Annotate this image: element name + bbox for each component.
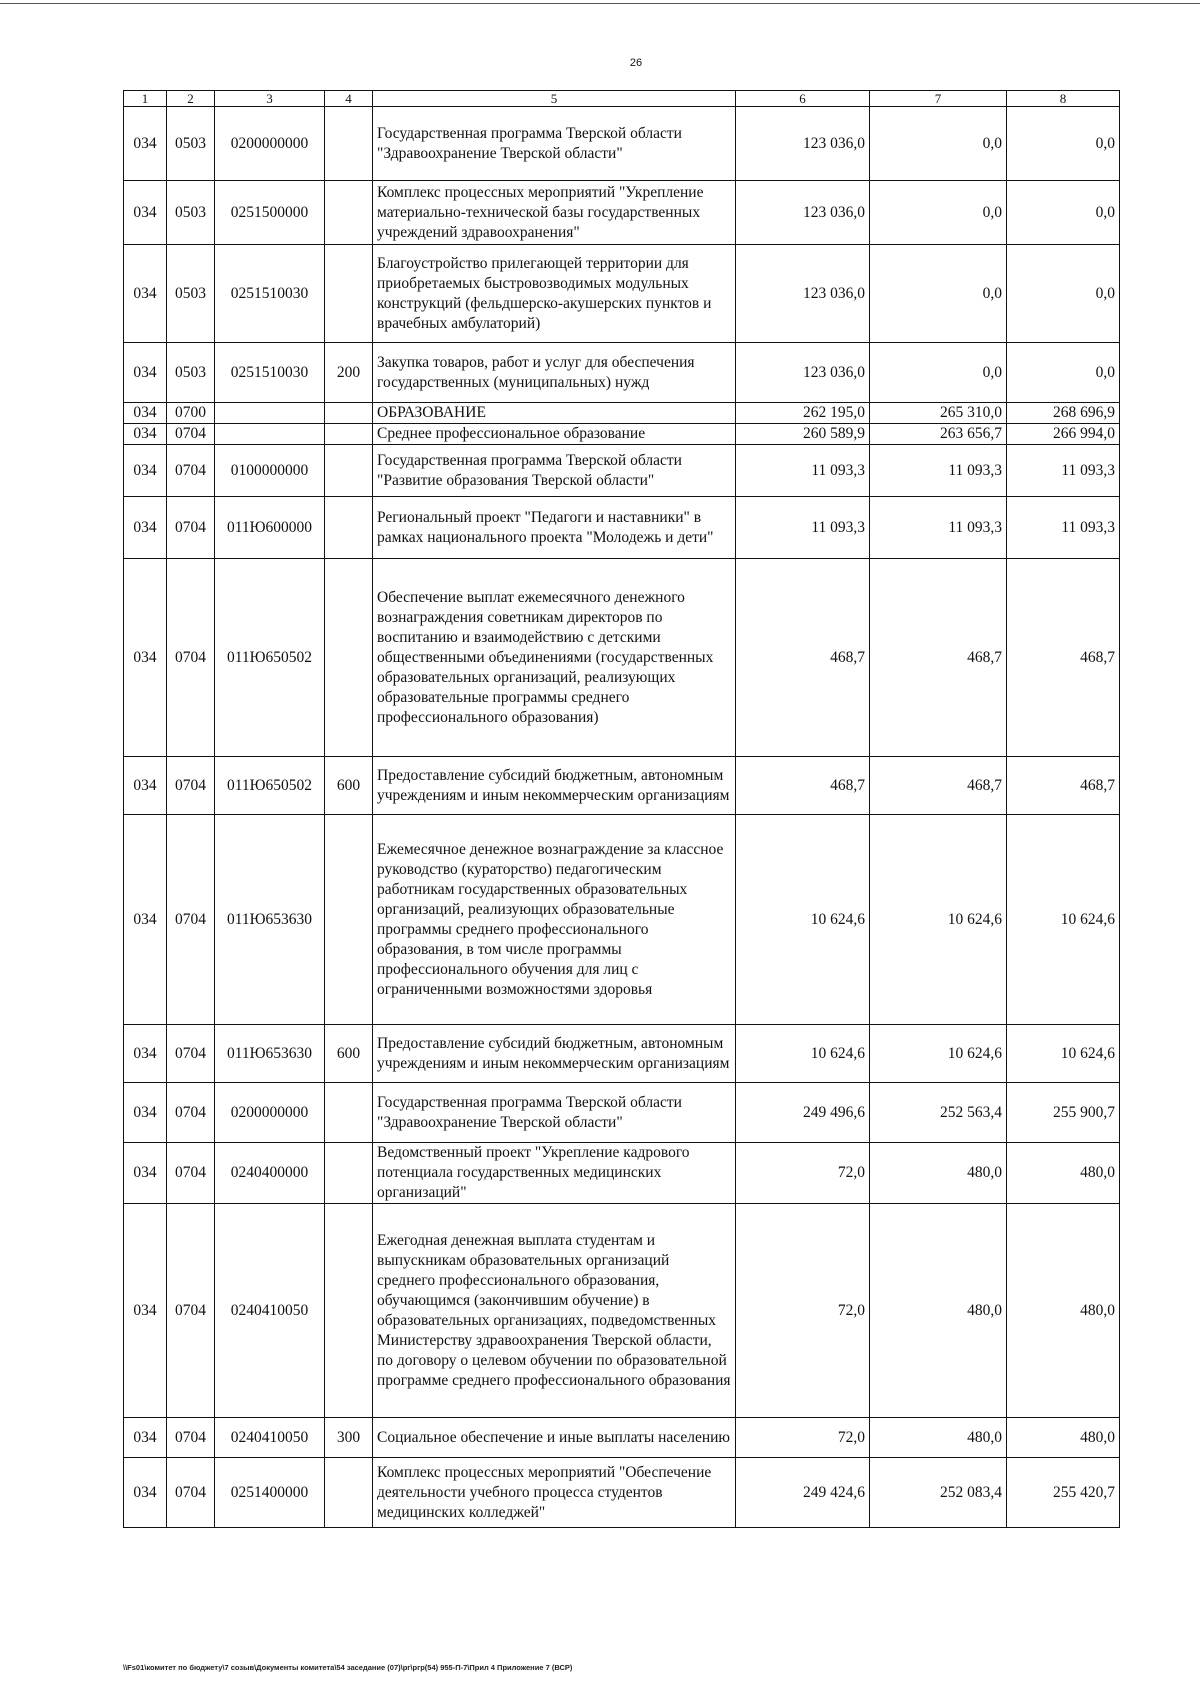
amount-year3-cell: 268 696,9 bbox=[1007, 403, 1120, 424]
column-header: 3 bbox=[215, 91, 325, 107]
expense-type-cell: 300 bbox=[325, 1418, 373, 1458]
description-cell: Социальное обеспечение и иные выплаты населению bbox=[373, 1418, 736, 1458]
expense-type-cell: 600 bbox=[325, 757, 373, 815]
amount-year1-cell: 468,7 bbox=[736, 757, 870, 815]
amount-year1-cell: 72,0 bbox=[736, 1204, 870, 1418]
section-code-cell: 0704 bbox=[167, 1418, 215, 1458]
table-row bbox=[124, 497, 1120, 559]
ministry-code-cell: 034 bbox=[124, 343, 167, 403]
section-code-cell: 0704 bbox=[167, 445, 215, 497]
description-cell: Обеспечение выплат ежемесячного денежного вознаграждения советникам директоров по воспитанию и взаимодействию с детскими общественными объединениями (государственных образовательных организаций, реализующих образовательные программы среднего профессионального образования) bbox=[373, 559, 736, 757]
description-cell: Ежегодная денежная выплата студентам и выпускникам образовательных организаций среднего профессионального образования, обучающимся (закончившим обучение) в образовательных организациях, подведомственных Министерству здравоохранения Тверской области, по договору о целевом обучении по образовательной программе среднего профессионального образования bbox=[373, 1204, 736, 1418]
ministry-code-cell: 034 bbox=[124, 424, 167, 445]
amount-year2-cell: 252 563,4 bbox=[870, 1083, 1007, 1143]
budget-table bbox=[123, 90, 1120, 1528]
section-code-cell: 0503 bbox=[167, 245, 215, 343]
description-cell: Государственная программа Тверской области "Развитие образования Тверской области" bbox=[373, 445, 736, 497]
expense-type-cell bbox=[325, 403, 373, 424]
amount-year2-cell: 10 624,6 bbox=[870, 815, 1007, 1025]
description-cell: Государственная программа Тверской области "Здравоохранение Тверской области" bbox=[373, 107, 736, 181]
amount-year1-cell: 123 036,0 bbox=[736, 245, 870, 343]
table-row bbox=[124, 1083, 1120, 1143]
section-code-cell: 0704 bbox=[167, 815, 215, 1025]
expense-type-cell bbox=[325, 1458, 373, 1528]
description-cell: Ведомственный проект "Укрепление кадрового потенциала государственных медицинских организаций" bbox=[373, 1143, 736, 1204]
ministry-code-cell: 034 bbox=[124, 245, 167, 343]
amount-year3-cell: 11 093,3 bbox=[1007, 445, 1120, 497]
description-cell: Среднее профессиональное образование bbox=[373, 424, 736, 445]
target-article-cell: 0251510030 bbox=[215, 245, 325, 343]
table-row bbox=[124, 1204, 1120, 1418]
amount-year1-cell: 123 036,0 bbox=[736, 107, 870, 181]
table-row bbox=[124, 815, 1120, 1025]
amount-year1-cell: 260 589,9 bbox=[736, 424, 870, 445]
ministry-code-cell: 034 bbox=[124, 559, 167, 757]
amount-year3-cell: 468,7 bbox=[1007, 559, 1120, 757]
table-row bbox=[124, 403, 1120, 424]
table-row bbox=[124, 1143, 1120, 1204]
amount-year3-cell: 0,0 bbox=[1007, 107, 1120, 181]
section-code-cell: 0704 bbox=[167, 1204, 215, 1418]
expense-type-cell bbox=[325, 245, 373, 343]
target-article-cell: 0100000000 bbox=[215, 445, 325, 497]
amount-year1-cell: 262 195,0 bbox=[736, 403, 870, 424]
amount-year2-cell: 480,0 bbox=[870, 1418, 1007, 1458]
target-article-cell: 0251400000 bbox=[215, 1458, 325, 1528]
expense-type-cell bbox=[325, 445, 373, 497]
table-row bbox=[124, 1458, 1120, 1528]
section-code-cell: 0503 bbox=[167, 181, 215, 245]
amount-year3-cell: 266 994,0 bbox=[1007, 424, 1120, 445]
table-row bbox=[124, 445, 1120, 497]
table-row bbox=[124, 107, 1120, 181]
target-article-cell: 0251510030 bbox=[215, 343, 325, 403]
amount-year3-cell: 468,7 bbox=[1007, 757, 1120, 815]
target-article-cell: 0200000000 bbox=[215, 1083, 325, 1143]
amount-year3-cell: 480,0 bbox=[1007, 1418, 1120, 1458]
table-row bbox=[124, 1025, 1120, 1083]
amount-year3-cell: 480,0 bbox=[1007, 1204, 1120, 1418]
column-header: 1 bbox=[124, 91, 167, 107]
amount-year1-cell: 10 624,6 bbox=[736, 815, 870, 1025]
section-code-cell: 0704 bbox=[167, 559, 215, 757]
ministry-code-cell: 034 bbox=[124, 757, 167, 815]
target-article-cell: 011Ю653630 bbox=[215, 815, 325, 1025]
ministry-code-cell: 034 bbox=[124, 1458, 167, 1528]
amount-year3-cell: 11 093,3 bbox=[1007, 497, 1120, 559]
section-code-cell: 0503 bbox=[167, 107, 215, 181]
table-row bbox=[124, 181, 1120, 245]
expense-type-cell bbox=[325, 1143, 373, 1204]
amount-year2-cell: 0,0 bbox=[870, 343, 1007, 403]
amount-year2-cell: 11 093,3 bbox=[870, 445, 1007, 497]
column-header: 8 bbox=[1007, 91, 1120, 107]
table-body bbox=[124, 107, 1120, 1528]
description-cell: Комплекс процессных мероприятий "Укрепление материально-технической базы государственных учреждений здравоохранения" bbox=[373, 181, 736, 245]
section-code-cell: 0704 bbox=[167, 1083, 215, 1143]
ministry-code-cell: 034 bbox=[124, 497, 167, 559]
description-cell: Благоустройство прилегающей территории для приобретаемых быстровозводимых модульных конструкций (фельдшерско-акушерских пунктов и врачебных амбулаторий) bbox=[373, 245, 736, 343]
section-code-cell: 0704 bbox=[167, 757, 215, 815]
amount-year3-cell: 480,0 bbox=[1007, 1143, 1120, 1204]
amount-year2-cell: 0,0 bbox=[870, 181, 1007, 245]
section-code-cell: 0700 bbox=[167, 403, 215, 424]
ministry-code-cell: 034 bbox=[124, 1025, 167, 1083]
ministry-code-cell: 034 bbox=[124, 1083, 167, 1143]
table-row bbox=[124, 559, 1120, 757]
column-header: 6 bbox=[736, 91, 870, 107]
target-article-cell: 011Ю650502 bbox=[215, 757, 325, 815]
ministry-code-cell: 034 bbox=[124, 403, 167, 424]
target-article-cell: 0251500000 bbox=[215, 181, 325, 245]
amount-year3-cell: 255 900,7 bbox=[1007, 1083, 1120, 1143]
column-header: 7 bbox=[870, 91, 1007, 107]
expense-type-cell bbox=[325, 1083, 373, 1143]
ministry-code-cell: 034 bbox=[124, 445, 167, 497]
column-header: 4 bbox=[325, 91, 373, 107]
amount-year2-cell: 265 310,0 bbox=[870, 403, 1007, 424]
description-cell: Региональный проект "Педагоги и наставники" в рамках национального проекта "Молодежь и дети" bbox=[373, 497, 736, 559]
ministry-code-cell: 034 bbox=[124, 181, 167, 245]
target-article-cell: 011Ю653630 bbox=[215, 1025, 325, 1083]
amount-year1-cell: 10 624,6 bbox=[736, 1025, 870, 1083]
amount-year1-cell: 123 036,0 bbox=[736, 343, 870, 403]
section-code-cell: 0704 bbox=[167, 1143, 215, 1204]
page-number: 26 bbox=[629, 57, 643, 69]
top-border-line bbox=[0, 3, 1200, 4]
description-cell: Предоставление субсидий бюджетным, автономным учреждениям и иным некоммерческим организациям bbox=[373, 757, 736, 815]
amount-year1-cell: 72,0 bbox=[736, 1143, 870, 1204]
amount-year2-cell: 263 656,7 bbox=[870, 424, 1007, 445]
ministry-code-cell: 034 bbox=[124, 1418, 167, 1458]
column-header: 2 bbox=[167, 91, 215, 107]
section-code-cell: 0704 bbox=[167, 497, 215, 559]
description-cell: Государственная программа Тверской области "Здравоохранение Тверской области" bbox=[373, 1083, 736, 1143]
target-article-cell: 0240400000 bbox=[215, 1143, 325, 1204]
amount-year3-cell: 0,0 bbox=[1007, 245, 1120, 343]
description-cell: Закупка товаров, работ и услуг для обеспечения государственных (муниципальных) нужд bbox=[373, 343, 736, 403]
amount-year2-cell: 468,7 bbox=[870, 559, 1007, 757]
amount-year3-cell: 0,0 bbox=[1007, 181, 1120, 245]
amount-year1-cell: 11 093,3 bbox=[736, 497, 870, 559]
table-header-row bbox=[124, 91, 1120, 107]
amount-year1-cell: 468,7 bbox=[736, 559, 870, 757]
amount-year1-cell: 123 036,0 bbox=[736, 181, 870, 245]
section-code-cell: 0503 bbox=[167, 343, 215, 403]
target-article-cell: 011Ю650502 bbox=[215, 559, 325, 757]
expense-type-cell bbox=[325, 424, 373, 445]
section-code-cell: 0704 bbox=[167, 424, 215, 445]
table-row bbox=[124, 757, 1120, 815]
table-row bbox=[124, 424, 1120, 445]
table-row bbox=[124, 245, 1120, 343]
ministry-code-cell: 034 bbox=[124, 1143, 167, 1204]
section-code-cell: 0704 bbox=[167, 1025, 215, 1083]
expense-type-cell: 600 bbox=[325, 1025, 373, 1083]
amount-year3-cell: 255 420,7 bbox=[1007, 1458, 1120, 1528]
amount-year3-cell: 0,0 bbox=[1007, 343, 1120, 403]
description-cell: Комплекс процессных мероприятий "Обеспечение деятельности учебного процесса студентов медицинских колледжей" bbox=[373, 1458, 736, 1528]
target-article-cell: 0240410050 bbox=[215, 1204, 325, 1418]
amount-year1-cell: 11 093,3 bbox=[736, 445, 870, 497]
column-header: 5 bbox=[373, 91, 736, 107]
target-article-cell: 0200000000 bbox=[215, 107, 325, 181]
description-cell: Предоставление субсидий бюджетным, автономным учреждениям и иным некоммерческим организациям bbox=[373, 1025, 736, 1083]
table-row bbox=[124, 1418, 1120, 1458]
expense-type-cell bbox=[325, 559, 373, 757]
table-row bbox=[124, 343, 1120, 403]
target-article-cell: 011Ю600000 bbox=[215, 497, 325, 559]
description-cell: ОБРАЗОВАНИЕ bbox=[373, 403, 736, 424]
description-cell: Ежемесячное денежное вознаграждение за классное руководство (кураторство) педагогическим работникам государственных образовательных организаций, реализующих образовательные программы среднего профессионального образования, в том числе программы профессионального обучения для лиц с ограниченными возможностями здоровья bbox=[373, 815, 736, 1025]
amount-year1-cell: 72,0 bbox=[736, 1418, 870, 1458]
amount-year3-cell: 10 624,6 bbox=[1007, 815, 1120, 1025]
expense-type-cell bbox=[325, 181, 373, 245]
amount-year2-cell: 10 624,6 bbox=[870, 1025, 1007, 1083]
ministry-code-cell: 034 bbox=[124, 815, 167, 1025]
expense-type-cell: 200 bbox=[325, 343, 373, 403]
amount-year2-cell: 11 093,3 bbox=[870, 497, 1007, 559]
target-article-cell bbox=[215, 403, 325, 424]
target-article-cell bbox=[215, 424, 325, 445]
footer-file-path: \\Fs01\комитет по бюджету\7 созыв\Документы комитета\54 заседание (07)\рг\ргр(54) 955-П-7\Прил 4 Приложение 7 (ВСР) bbox=[123, 1663, 573, 1672]
expense-type-cell bbox=[325, 107, 373, 181]
expense-type-cell bbox=[325, 497, 373, 559]
expense-type-cell bbox=[325, 815, 373, 1025]
amount-year1-cell: 249 496,6 bbox=[736, 1083, 870, 1143]
amount-year2-cell: 468,7 bbox=[870, 757, 1007, 815]
target-article-cell: 0240410050 bbox=[215, 1418, 325, 1458]
amount-year2-cell: 480,0 bbox=[870, 1143, 1007, 1204]
amount-year3-cell: 10 624,6 bbox=[1007, 1025, 1120, 1083]
section-code-cell: 0704 bbox=[167, 1458, 215, 1528]
amount-year2-cell: 0,0 bbox=[870, 107, 1007, 181]
ministry-code-cell: 034 bbox=[124, 107, 167, 181]
amount-year2-cell: 0,0 bbox=[870, 245, 1007, 343]
amount-year2-cell: 480,0 bbox=[870, 1204, 1007, 1418]
amount-year2-cell: 252 083,4 bbox=[870, 1458, 1007, 1528]
ministry-code-cell: 034 bbox=[124, 1204, 167, 1418]
amount-year1-cell: 249 424,6 bbox=[736, 1458, 870, 1528]
expense-type-cell bbox=[325, 1204, 373, 1418]
